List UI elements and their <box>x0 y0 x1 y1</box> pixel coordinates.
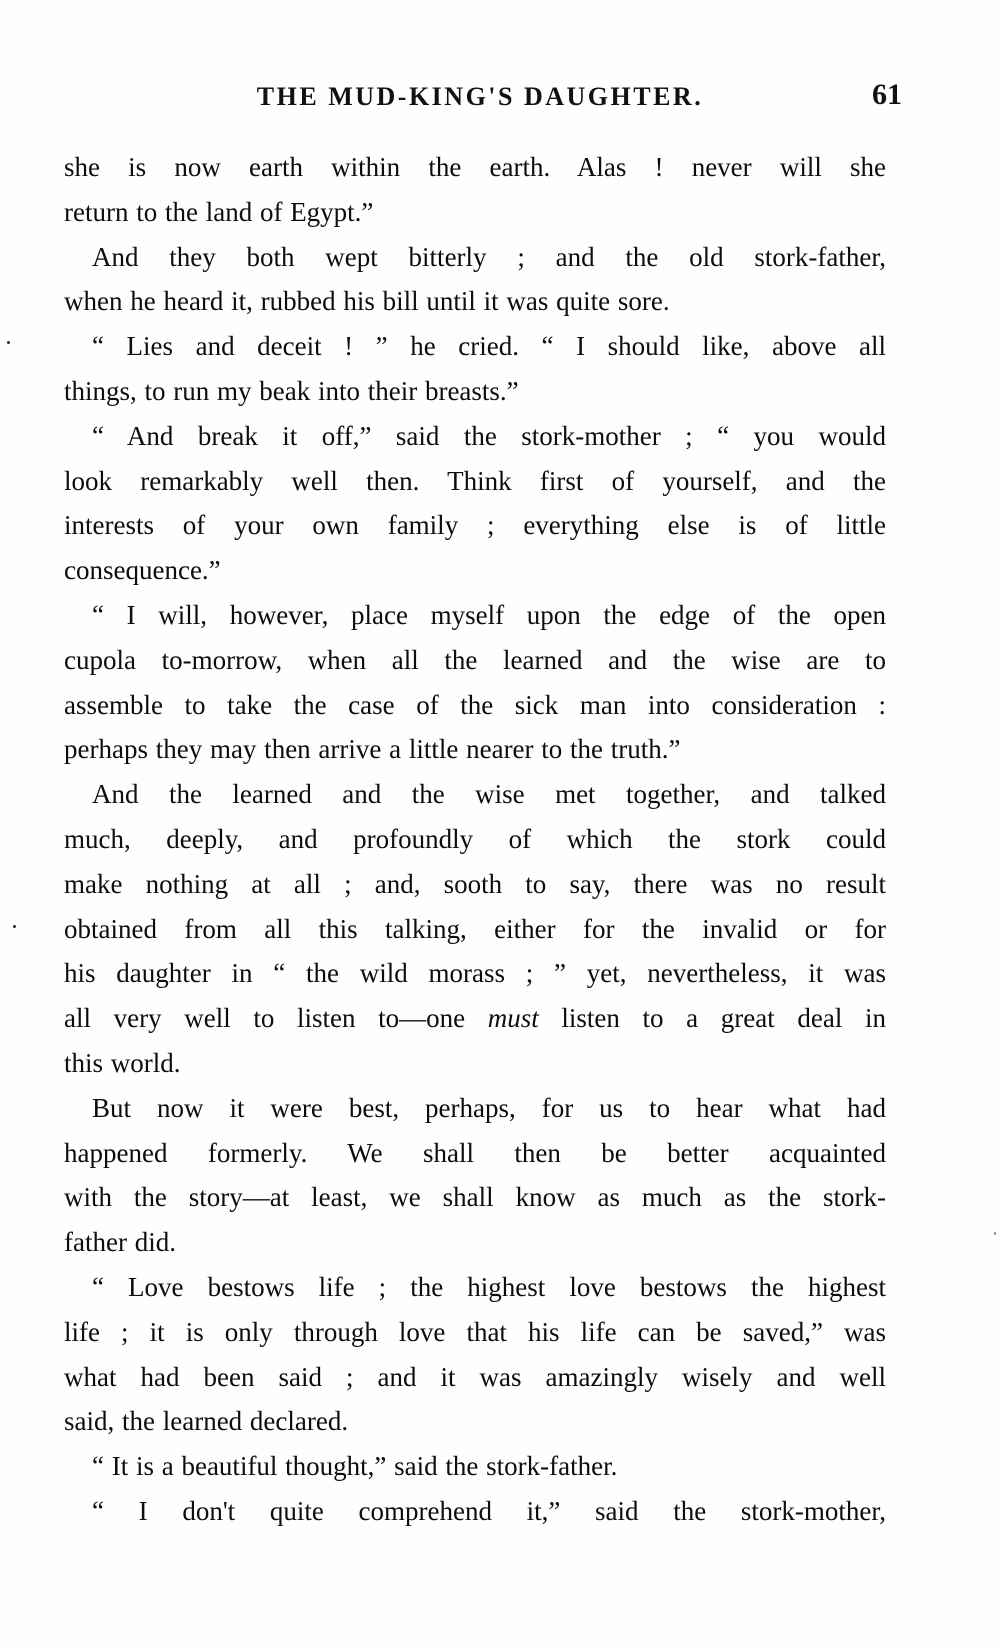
text-line: things, to run my beak into their breasts.” <box>64 375 519 406</box>
text-line: “ I don't quite comprehend it,” said the stork-mother, <box>92 1495 886 1526</box>
body-text <box>64 145 886 1534</box>
text-line: “ It is a beautiful thought,” said the stork-father. <box>92 1451 618 1482</box>
text-segment: listen to a great deal in <box>538 1003 886 1034</box>
text-line: return to the land of Egypt.” <box>64 196 374 227</box>
text-line: when he heard it, rubbed his bill until it was quite sore. <box>64 286 670 317</box>
text-line: look remarkably well then. Think first of yourself, and the <box>64 465 886 496</box>
text-line: “ I will, however, place myself upon the edge of the open <box>92 599 886 630</box>
text-line: “ Love bestows life ; the highest love bestows the highest <box>92 1271 886 1302</box>
text-line: this world. <box>64 1047 181 1078</box>
text-line: And the learned and the wise met together, and talked <box>92 779 886 810</box>
page-number: 61 <box>872 78 902 111</box>
text-line: happened formerly. We shall then be better acquainted <box>64 1137 886 1168</box>
text-line: “ Lies and deceit ! ” he cried. “ I should like, above all <box>92 331 886 362</box>
text-line: what had been said ; and it was amazingly wisely and well <box>64 1361 886 1392</box>
text-line: with the story—at least, we shall know as much as the stork- <box>64 1182 886 1213</box>
text-line: assemble to take the case of the sick man into consideration : <box>64 689 886 720</box>
text-line: “ And break it off,” said the stork-mother ; “ you would <box>92 420 886 451</box>
text-line-with-italic <box>64 996 886 1041</box>
italic-word: must <box>487 1003 539 1034</box>
ink-speck <box>7 341 10 344</box>
running-head-title: THE MUD-KING'S DAUGHTER. <box>256 82 704 111</box>
text-line: much, deeply, and profoundly of which the stork could <box>64 823 886 854</box>
text-line: But now it were best, perhaps, for us to hear what had <box>92 1092 886 1123</box>
text-line: consequence.” <box>64 555 221 586</box>
text-line: make nothing at all ; and, sooth to say, there was no result <box>64 868 886 899</box>
ink-speck <box>13 925 16 928</box>
text-line: obtained from all this talking, either for the invalid or for <box>64 913 886 944</box>
text-line: cupola to-morrow, when all the learned and the wise are to <box>64 644 886 675</box>
text-line: said, the learned declared. <box>64 1406 349 1437</box>
ink-speck <box>994 1232 996 1235</box>
text-line: interests of your own family ; everything else is of little <box>64 510 886 541</box>
text-line: perhaps they may then arrive a little nearer to the truth.” <box>64 734 681 765</box>
text-line: And they both wept bitterly ; and the old stork-father, <box>92 241 886 272</box>
text-line: father did. <box>64 1227 176 1258</box>
text-line: she is now earth within the earth. Alas ! never will she <box>64 152 886 182</box>
text-line: life ; it is only through love that his life can be saved,” was <box>64 1316 886 1347</box>
text-line: his daughter in “ the wild morass ; ” yet, nevertheless, it was <box>64 958 886 989</box>
text-segment: all very well to listen to—one <box>64 1003 488 1034</box>
